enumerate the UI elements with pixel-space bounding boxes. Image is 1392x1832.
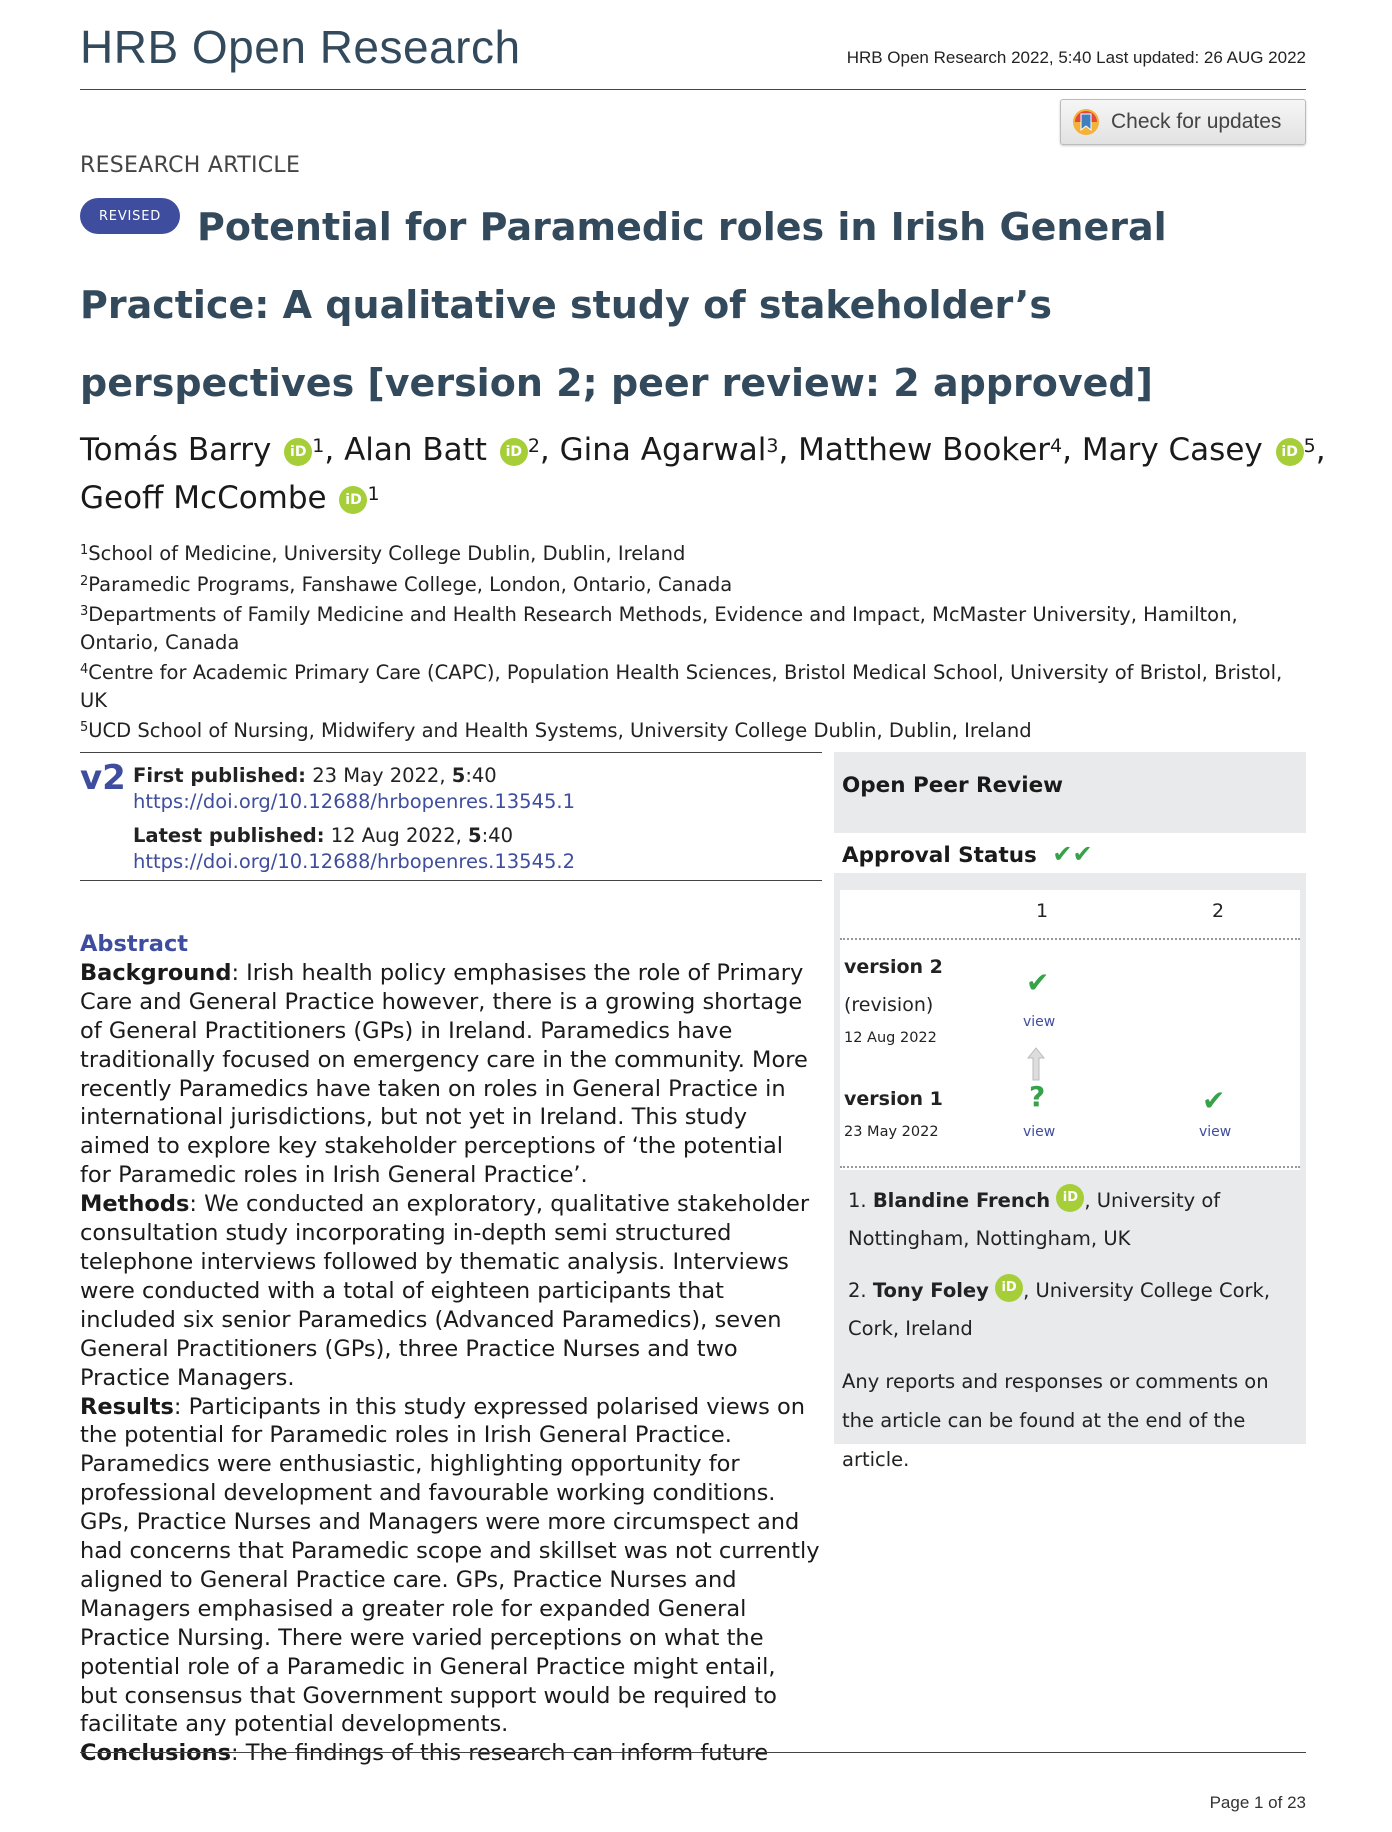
check-for-updates-button[interactable] xyxy=(1060,99,1306,145)
abstract-background: Background: Irish health policy emphasises the role of Primary Care and General Practice however, there is a growing shortage of General Practitioners (GPs) in Ireland. Paramedics have traditionally focused on emergency care in the community. More recently Paramedics have taken on roles in General Practice in international jurisdictions, but not yet in Ireland. This study aimed to explore key stakeholder perceptions of ‘the potential for Paramedic roles in Irish General Practice’. xyxy=(80,959,808,1189)
table-divider xyxy=(840,938,1300,940)
version-1-date: 23 May 2022 xyxy=(844,1124,939,1140)
revised-badge: REVISED xyxy=(80,198,180,234)
author[interactable]: Gina Agarwal$^3$ xyxy=(559,432,779,468)
reviewer-item: 2. Tony Foley iD , University College Cork, Cork, Ireland xyxy=(848,1272,1298,1348)
abstract-heading: Abstract xyxy=(80,931,189,957)
check-for-updates-label: Check for updates xyxy=(1111,110,1282,133)
author[interactable]: Matthew Booker$^4$ xyxy=(798,432,1063,468)
latest-doi-link[interactable]: https://doi.org/10.12688/hrbopenres.13545.2 xyxy=(133,850,575,873)
version-1-label: version 1 xyxy=(844,1088,943,1110)
affiliation: $^2$Paramedic Programs, Fanshawe College, London, Ontario, Canada xyxy=(80,572,733,596)
up-arrow-icon xyxy=(1026,1046,1046,1082)
table-divider xyxy=(840,1166,1300,1168)
reviewer-list xyxy=(848,1182,1298,1362)
header-divider xyxy=(80,89,1306,90)
abstract-results: Results: Participants in this study expressed polarised views on the potential for Paramedic roles in Irish General Practice. Paramedics were enthusiastic, highlighting opportunity for professional development and favourable working conditions. GPs, Practice Nurses and Managers were more circumspect and had concerns that Paramedic scope and skillset was not currently aligned to General Practice care. GPs, Practice Nurses and Managers emphasised a greater role for expanded General Practice Nursing. There were varied perceptions on what the potential role of a Paramedic in General Practice might entail, but consensus that Government support would be required to facilitate any potential developments. xyxy=(80,1393,820,1738)
author[interactable]: Alan Batt iD $^2$ xyxy=(344,432,540,468)
question-icon: ? xyxy=(1029,1080,1046,1113)
affiliation: $^5$UCD School of Nursing, Midwifery and Health Systems, University College Dublin, Dublin, Ireland xyxy=(80,719,1032,742)
pub-top-divider xyxy=(80,752,822,753)
author-list: Tomás Barry iD $^1$, Alan Batt iD $^2$, Gina Agarwal$^3$, Matthew Booker$^4$, Mary Casey iD $^5$, Geoff McCombe iD $^1$ xyxy=(80,432,1326,516)
orcid-icon[interactable]: iD xyxy=(1056,1184,1084,1212)
page-number: Page 1 of 23 xyxy=(1209,1793,1306,1812)
version-label: v2 xyxy=(80,758,126,798)
article-title-text: Potential for Paramedic roles in Irish General Practice: A qualitative study of stakeholder’s perspectives [version 2; peer review: 2 approved] xyxy=(80,205,1167,405)
approval-status: Approval Status ✔✔ xyxy=(842,840,1093,868)
abstract-methods: Methods: We conducted an exploratory, qualitative stakeholder consultation study incorporating in-depth semi structured telephone interviews followed by thematic analysis. Interviews were conducted with a total of eighteen participants that included six senior Paramedics (Advanced Paramedics), seven General Practitioners (GPs), three Practice Nurses and two Practice Managers. xyxy=(80,1191,810,1391)
orcid-icon[interactable]: iD xyxy=(995,1274,1023,1302)
affiliation: $^3$Departments of Family Medicine and Health Research Methods, Evidence and Impact, McMaster University, Hamilton, Ontario, Canada xyxy=(80,603,1238,654)
approved-check-icon: ✔ xyxy=(1026,966,1050,999)
reviewer-col-1: 1 xyxy=(1036,900,1049,922)
orcid-icon[interactable]: iD xyxy=(284,438,312,466)
orcid-icon[interactable]: iD xyxy=(339,486,367,514)
article-type: RESEARCH ARTICLE xyxy=(80,153,301,178)
crossmark-icon xyxy=(1071,107,1101,137)
reviewer-name[interactable]: Tony Foley xyxy=(872,1279,989,1302)
orcid-icon[interactable]: iD xyxy=(1276,438,1304,466)
review-status-table xyxy=(840,890,1300,1170)
version-2-sub: (revision) xyxy=(844,994,934,1016)
reviewer-item: 1. Blandine French iD , University of Nottingham, Nottingham, UK xyxy=(848,1182,1298,1258)
article-title xyxy=(80,188,1320,422)
affiliation-list xyxy=(80,537,1310,745)
version-2-date: 12 Aug 2022 xyxy=(844,1030,937,1046)
abstract xyxy=(80,930,820,1768)
affiliation: $^4$Centre for Academic Primary Care (CAPC), Population Health Sciences, Bristol Medical School, University of Bristol, Bristol, UK xyxy=(80,661,1283,712)
reviewer-col-2: 2 xyxy=(1212,900,1225,922)
author[interactable]: Geoff McCombe iD $^1$ xyxy=(80,480,380,516)
view-report-link[interactable]: view xyxy=(1199,1124,1232,1140)
citation-line: HRB Open Research 2022, 5:40 Last updated: 26 AUG 2022 xyxy=(846,48,1306,67)
author[interactable]: Tomás Barry iD $^1$ xyxy=(80,432,325,468)
author[interactable]: Mary Casey iD $^5$ xyxy=(1081,432,1316,468)
view-report-link[interactable]: view xyxy=(1023,1124,1056,1140)
version-2-label: version 2 xyxy=(844,956,943,978)
orcid-icon[interactable]: iD xyxy=(500,438,528,466)
first-doi-link[interactable]: https://doi.org/10.12688/hrbopenres.13545.1 xyxy=(133,790,575,813)
journal-name: HRB Open Research xyxy=(80,21,521,73)
footer-divider xyxy=(80,1752,1306,1753)
reviewer-name[interactable]: Blandine French xyxy=(872,1189,1051,1212)
abstract-conclusions: Conclusions: The findings of this research can inform future xyxy=(80,1740,769,1767)
approval-checks-icon: ✔✔ xyxy=(1052,840,1093,868)
publication-history: First published: 23 May 2022, 5:40 https://doi.org/10.12688/hrbopenres.13545.1 Latest published: 12 Aug 2022, 5:40 https://doi.org/10.12688/hrbopenres.13545.2 xyxy=(133,764,575,873)
approved-check-icon: ✔ xyxy=(1202,1084,1226,1117)
affiliation: $^1$School of Medicine, University College Dublin, Dublin, Ireland xyxy=(80,542,686,565)
peer-review-title: Open Peer Review xyxy=(842,773,1064,798)
reports-note: Any reports and responses or comments on the article can be found at the end of the article. xyxy=(842,1370,1269,1471)
pub-bottom-divider xyxy=(80,880,822,881)
view-report-link[interactable]: view xyxy=(1023,1014,1056,1030)
